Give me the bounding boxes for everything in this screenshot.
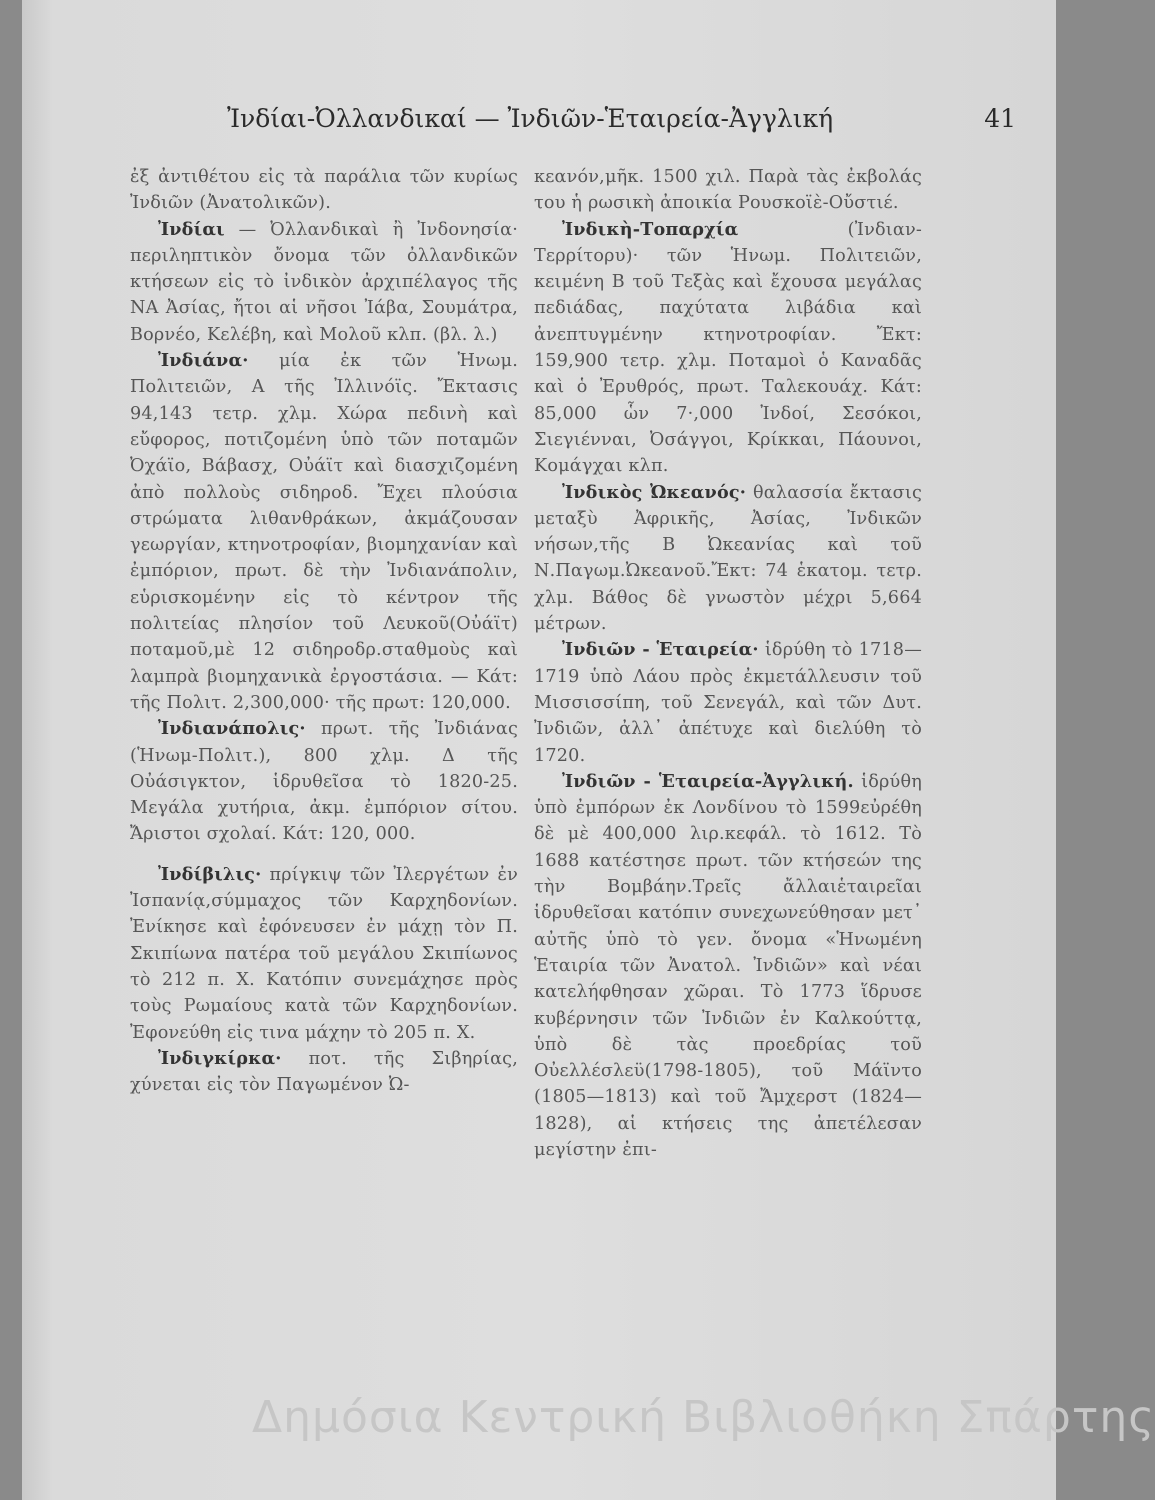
entry-lemma: Ἰνδίαι xyxy=(158,218,225,240)
entry-continuation: ἐξ ἀντιθέτου εἰς τὰ παράλια τῶν κυρίως Ἰνδιῶν (Ἀνατολικῶν). xyxy=(130,167,518,214)
entry-lemma: Ἰνδιῶν - Ἑταιρεία-Ἀγγλική. xyxy=(562,770,854,792)
right-column xyxy=(534,164,922,1163)
entry-indianapolis xyxy=(130,716,518,847)
entry-indigirka xyxy=(130,1046,518,1099)
entry-text: μία ἐκ τῶν Ἡνωμ. Πολιτειῶν, Α τῆς Ἰλλινόϊς. Ἔκτασις 94,143 τετρ. χλμ. Χώρα πεδινὴ καὶ εὔφορος, ποτιζομένη ὑπὸ τῶν ποταμῶν Ὀχάϊο, Βάβασχ, Οὐάϊτ καὶ διασχιζομένη ἀπὸ πολλοὺς σιδηροδ. Ἔχει πλούσια στρώματα λιθανθράκων, ἀκμάζουσαν γεωργίαν, κτηνοτροφίαν, βιομηχανίαν καὶ ἐμπόριον, πρωτ. δὲ τὴν Ἰνδιανάπολιν, εὑρισκομένην εἰς τὸ κέντρον τῆς πολιτείας πλησίον τοῦ Λευκοῦ(Οὐάϊτ) ποταμοῦ,μὲ 12 σιδηροδρ.σταθμοὺς καὶ λαμπρὰ βιομηχανικὰ ἐργοστάσια. — Κάτ: τῆς Πολιτ. 2,300,000· τῆς πρωτ: 120,000. xyxy=(130,351,518,713)
entry-indibilis xyxy=(130,862,518,1046)
entry-text: ἱδρύθη τὸ 1718—1719 ὑπὸ Λάου πρὸς ἐκμετάλλευσιν τοῦ Μισσισσίπη, τοῦ Σενεγάλ, καὶ τῶν Δυτ. Ἰνδιῶν, ἀλλ᾽ ἀπέτυχε καὶ διελύθη τὸ 1720. xyxy=(534,640,922,766)
entry-text: (Ἰνδιαν-Τερρίτορυ)· τῶν Ἡνωμ. Πολιτειῶν, κειμένη Β τοῦ Τεξὰς καὶ ἔχουσα μεγάλας πεδιάδας, παχύτατα λιβάδια καὶ ἀνεπτυγμένην κτηνοτροφίαν. Ἔκτ: 159,900 τετρ. χλμ. Ποταμοὶ ὁ Καναδᾶς καὶ ὁ Ἐρυθρός, πρωτ. Ταλεκουάχ. Κάτ: 85,000 ὧν 7·,000 Ἰνδοί, Σεσόκοι, Σιεγιένναι, Ὀσάγγοι, Κρίκκαι, Πάουνοι, Κομάγχαι κλπ. xyxy=(534,219,922,477)
entry-lemma: Ἰνδιῶν - Ἑταιρεία· xyxy=(562,639,759,661)
entry-text: θαλασσία ἔκτασις μεταξὺ Ἀφρικῆς, Ἀσίας, Ἰνδικῶν νήσων,τῆς Β Ὠκεανίας καὶ τοῦ Ν.Παγωμ.Ὠκεανοῦ.Ἔκτ: 74 ἑκατομ. τετρ. χλμ. Βάθος δὲ γνωστὸν μέχρι 5,664 μέτρων. xyxy=(534,482,922,635)
entry-text: πρωτ. τῆς Ἰνδιάνας (Ἡνωμ-Πολιτ.), 800 χλμ. Δ τῆς Οὐάσιγκτον, ἱδρυθεῖσα τὸ 1820-25. Μεγάλα χυτήρια, ἀκμ. ἐμπόριον σίτου. Ἄριστοι σχολαί. Κάτ: 120, 000. xyxy=(130,719,519,845)
entry-indion-etaireia-angliki xyxy=(534,769,922,1163)
entry-lemma: Ἰνδιανάπολις· xyxy=(158,718,306,740)
entry-lemma: Ἰνδίβιλις· xyxy=(158,863,262,885)
entry-lemma: Ἰνδικὴ-Τοπαρχία xyxy=(562,218,739,240)
entry-continuation: κεανόν,μῆκ. 1500 χιλ. Παρὰ τὰς ἐκβολάς του ἡ ρωσικὴ ἀποικία Ρουσκοϊὲ-Οὔστιέ. xyxy=(534,167,922,214)
entry-lemma: Ἰνδιάνα· xyxy=(158,350,249,372)
entry-text: ποτ. τῆς Σιβηρίας, χύνεται εἰς τὸν Παγωμένον Ὠ- xyxy=(130,1048,519,1096)
running-header xyxy=(22,104,1056,144)
entry-text: ἱδρύθη ὑπὸ ἐμπόρων ἐκ Λονδίνου τὸ 1599εὐρέθη δὲ μὲ 400,000 λιρ.κεφάλ. τὸ 1612. Τὸ 1688 κατέστησε πρωτ. τῶν κτήσεών της τὴν Βομβάην.Τρεῖς ἄλλαιἑταιρεῖαι ἱδρυθεῖσαι κατόπιν συνεχωνεύθησαν μετ᾽ αὐτῆς ὑπὸ τὸ γεν. ὄνομα «Ἡνωμένη Ἑταιρία τῶν Ἀνατολ. Ἰνδιῶν» καὶ νέαι κατελήφθησαν χῶραι. Τὸ 1773 ἵδρυσε κυβέρνησιν τῶν Ἰνδιῶν ἐν Καλκούττᾳ, ὑπὸ δὲ τὰς προεδρίας τοῦ Οὐελλέσλεϋ(1798-1805), τοῦ Μάϊντο (1805—1813) καὶ τοῦ Ἄμχερστ (1824—1828), αἱ κτήσεις της ἀπετέλεσαν μεγίστην ἐπι- xyxy=(534,771,922,1160)
header-title: Ἰνδίαι-Ὀλλανδικαί — Ἰνδιῶν-Ἑταιρεία-Ἀγγλική xyxy=(227,104,834,133)
page-number: 41 xyxy=(984,104,1016,133)
entry-indiai-ollandikai xyxy=(130,217,518,348)
library-watermark: Δημόσια Κεντρική Βιβλιοθήκη Σπάρτης xyxy=(252,1392,1155,1443)
entry-lemma: Ἰνδιγκίρκα· xyxy=(158,1047,282,1069)
entry-text: — Ὀλλανδικαὶ ἢ Ἰνδονησία· περιληπτικὸν ὄνομα τῶν ὀλλανδικῶν κτήσεων εἰς τὸ ἰνδικὸν ἀρχιπέλαγος τῆς ΝΑ Ἀσίας, ἤτοι αἱ νῆσοι Ἰάβα, Σουμάτρα, Βορνέο, Κελέβη, καὶ Μολοῦ κλπ. (βλ. λ.) xyxy=(130,219,518,345)
left-column xyxy=(130,164,518,1098)
entry-indiana xyxy=(130,348,518,716)
book-page xyxy=(22,0,1155,1500)
entry-indion-etaireia xyxy=(534,637,922,768)
entry-indiki-toparchia xyxy=(534,217,922,480)
entry-lemma: Ἰνδικὸς Ὠκεανός· xyxy=(562,481,747,503)
entry-indikos-okeanos xyxy=(534,480,922,638)
entry-text: πρίγκιψ τῶν Ἰλεργέτων ἐν Ἰσπανίᾳ,σύμμαχος τῶν Καρχηδονίων. Ἐνίκησε καὶ ἐφόνευσεν ἐν μάχῃ τὸν Π. Σκιπίωνα πατέρα τοῦ μεγάλου Σκιπίωνος τὸ 212 π. Χ. Κατόπιν συνεμάχησε πρὸς τοὺς Ρωμαίους κατὰ τῶν Καρχηδονίων. Ἐφονεύθη εἰς τινα μάχην τὸ 205 π. Χ. xyxy=(130,864,518,1043)
